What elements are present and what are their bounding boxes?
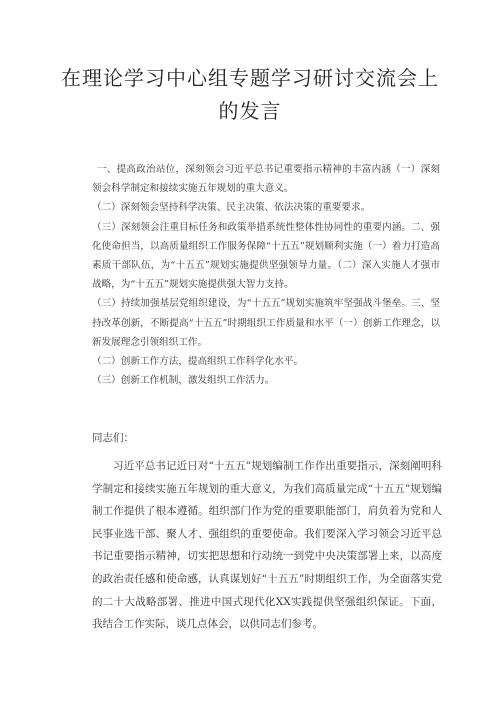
outline-paragraph: （三）深刻领会注重目标任务和政策举措系统性整体性协同性的重要内涵。二、强化使命担当，以高质量组织工作服务保障“十五五”规划顺利实施（一）着力打造高素质干部队伍，为“十五五”规划实施提供坚强领导力量。（二）深入实施人才强市战略，为“十五五”规划实施提供强大智力支持。 [92,221,440,291]
outline-paragraph: （三）持续加强基层党组织建设，为“十五五”规划实施筑牢坚强战斗堡垒。三、坚持改革创新，不断提高“十五五”时期组织工作质量和水平（一）创新工作理念，以新发展理念引领组织工作。 [92,298,440,348]
document-title-line-1: 在理论学习中心组专题学习研讨交流会上 [61,66,439,90]
speech-body [92,455,442,636]
outline-section [92,160,440,390]
greeting: 同志们： [92,432,134,444]
outline-paragraph: （三）创新工作机制，激发组织工作活力。 [92,375,275,387]
outline-paragraph: （二）深刻领会坚持科学决策、民主决策、依法决策的重要要求。 [92,202,371,214]
outline-paragraph: 一、提高政治站位，深刻领会习近平总书记重要指示精神的丰富内涵（一）深刻领会科学制定和接续实施五年规划的重大意义。 [92,164,440,195]
body-paragraph: 习近平总书记近日对“十五五”规划编制工作作出重要指示，深刻阐明科学制定和接续实施五年规划的重大意义，为我们高质量完成“十五五”规划编制工作提供了根本遵循。组织部门作为党的重要职能部门，肩负着为党和人民事业选干部、聚人才、强组织的重要使命。我们要深入学习领会习近平总书记重要指示精神，切实把思想和行动统一到党中央决策部署上来，以高度的政治责任感和使命感，认真谋划好“十五五”时期组织工作，为全面落实党的二十大战略部署、推进中国式现代化XX实践提供坚强组织保证。下面，我结合工作实际，谈几点体会，以供同志们参考。 [92,460,442,631]
document-title-line-2: 的发言 [218,99,282,123]
outline-paragraph: （二）创新工作方法，提高组织工作科学化水平。 [92,356,304,368]
